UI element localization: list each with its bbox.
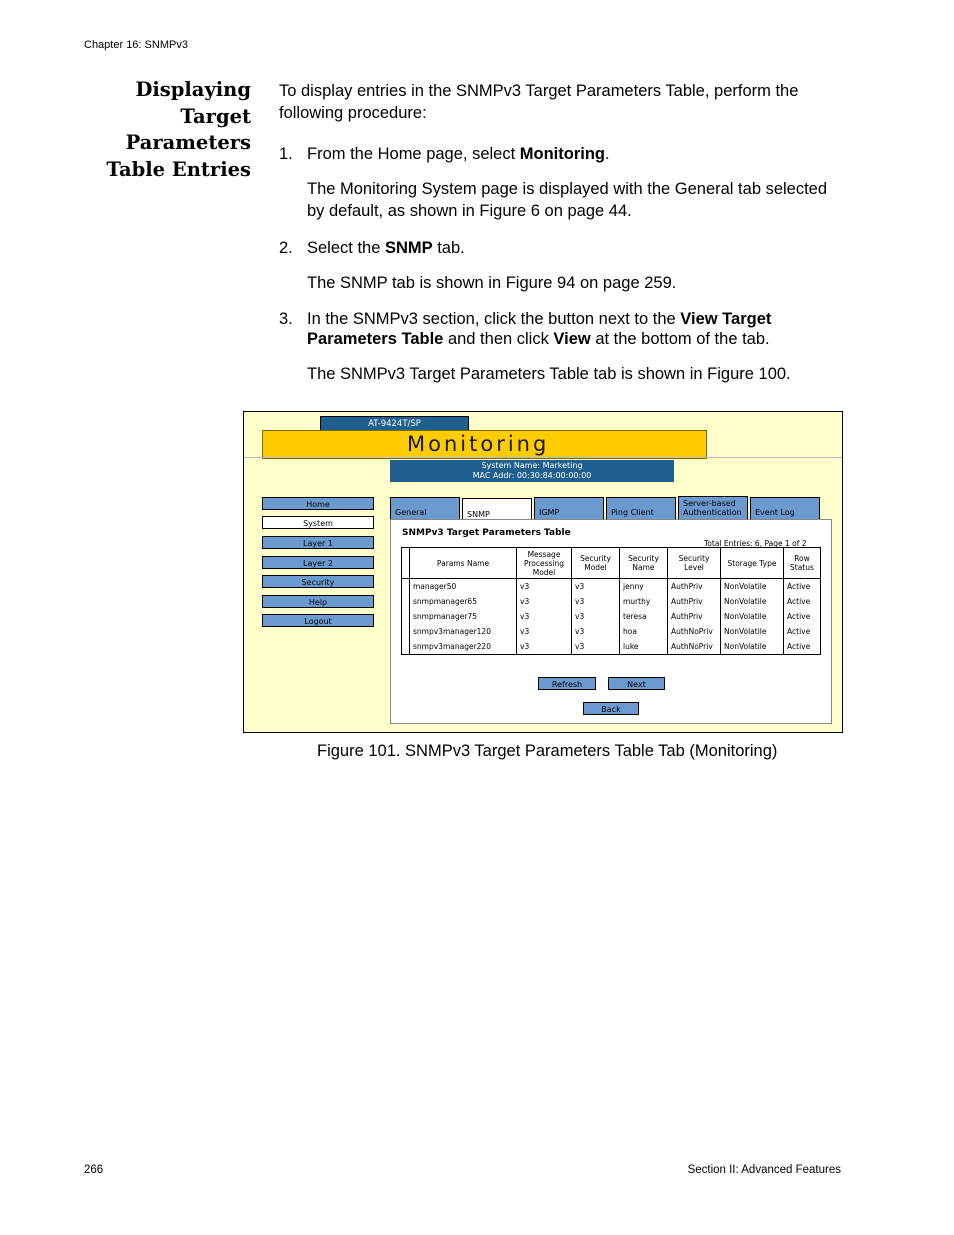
system-info-box (390, 460, 674, 482)
row-gutter (402, 639, 410, 655)
mac-address: MAC Addr: 00:30:84:00:00:00 (472, 470, 592, 480)
refresh-button[interactable]: Refresh (538, 677, 596, 690)
nav-home-button[interactable]: Home (262, 497, 374, 510)
table-cell: v3 (572, 594, 620, 609)
table-cell: NonVolatile (721, 594, 784, 609)
table-cell: v3 (572, 639, 620, 655)
divider (244, 457, 842, 458)
nav-layer1-button[interactable]: Layer 1 (262, 536, 374, 549)
tab-snmp[interactable]: SNMP (462, 498, 532, 521)
step-bold: Monitoring (519, 145, 605, 163)
system-name: System Name: Marketing (481, 461, 583, 470)
step-2-note: The SNMP tab is shown in Figure 94 on page 259. (307, 274, 677, 292)
step-text: Select the (307, 239, 385, 257)
step-number: 3. (279, 310, 293, 328)
table-cell: manager50 (410, 579, 517, 595)
table-cell: Active (784, 639, 821, 655)
nav-system-button[interactable]: System (262, 516, 374, 529)
table-row (402, 624, 821, 639)
table-cell: snmpv3manager220 (410, 639, 517, 655)
table-cell: NonVolatile (721, 624, 784, 639)
table-cell: NonVolatile (721, 609, 784, 624)
row-gutter (402, 624, 410, 639)
target-params-table (401, 547, 821, 655)
nav-logout-button[interactable]: Logout (262, 614, 374, 627)
step-1 (279, 143, 849, 165)
table-cell: AuthPriv (668, 594, 721, 609)
table-row (402, 594, 821, 609)
table-cell: v3 (572, 579, 620, 595)
tab-event-log[interactable]: Event Log (750, 497, 820, 519)
monitoring-title-bar (262, 430, 707, 459)
table-cell: v3 (517, 609, 572, 624)
table-cell: v3 (517, 594, 572, 609)
heading-line: Target (180, 104, 251, 128)
row-gutter (402, 609, 410, 624)
table-header-row (402, 548, 821, 579)
table-cell: v3 (572, 624, 620, 639)
column-header: Storage Type (721, 548, 784, 579)
heading-line: Table Entries (106, 157, 251, 181)
step-text: and then click (443, 330, 554, 348)
column-header: Params Name (410, 548, 517, 579)
table-cell: AuthPriv (668, 579, 721, 595)
table-cell: v3 (517, 579, 572, 595)
row-gutter (402, 594, 410, 609)
step-text: tab. (432, 239, 465, 257)
table-cell: snmpv3manager120 (410, 624, 517, 639)
next-button[interactable]: Next (608, 677, 665, 690)
table-row (402, 639, 821, 655)
model-label: AT-9424T/SP (320, 416, 469, 432)
step-1-note: The Monitoring System page is displayed with the General tab selected by default, as shown in Figure 6 on page 44. (307, 180, 828, 220)
column-header: Security Name (620, 548, 668, 579)
section-footer: Section II: Advanced Features (687, 1164, 841, 1176)
column-header: Security Level (668, 548, 721, 579)
table-cell: NonVolatile (721, 639, 784, 655)
nav-help-button[interactable]: Help (262, 595, 374, 608)
step-text: In the SNMPv3 section, click the button next to the (307, 310, 681, 328)
step-bold: SNMP (384, 239, 433, 257)
tab-ping-client[interactable]: Ping Client (606, 497, 676, 519)
table-row (402, 609, 821, 624)
table-cell: AuthNoPriv (668, 624, 721, 639)
gutter-header (402, 548, 410, 579)
table-cell: AuthNoPriv (668, 639, 721, 655)
tab-server-based-authentication[interactable]: Server-based Authentication (678, 496, 748, 519)
heading-line: Displaying (135, 78, 251, 101)
row-gutter (402, 579, 410, 595)
nav-layer2-button[interactable]: Layer 2 (262, 556, 374, 569)
table-cell: teresa (620, 609, 668, 624)
step-text: . (605, 145, 610, 163)
table-cell: Active (784, 609, 821, 624)
column-header: Row Status (784, 548, 821, 579)
step-text: at the bottom of the tab. (590, 330, 770, 348)
tab-general[interactable]: General (390, 497, 460, 519)
back-button[interactable]: Back (583, 702, 639, 715)
page-number: 266 (84, 1164, 104, 1176)
panel-title: SNMPv3 Target Parameters Table (402, 528, 571, 538)
chapter-header: Chapter 16: SNMPv3 (84, 39, 188, 51)
figure-caption: Figure 101. SNMPv3 Target Parameters Table Tab (Monitoring) (317, 742, 778, 760)
intro-paragraph: To display entries in the SNMPv3 Target Parameters Table, perform the following procedure: (279, 82, 799, 122)
table-cell: Active (784, 594, 821, 609)
body-text (279, 80, 849, 385)
table-row (402, 579, 821, 595)
table-cell: NonVolatile (721, 579, 784, 595)
total-entries: Total Entries: 6, Page 1 of 2 (704, 539, 807, 548)
step-text: From the Home page, select (307, 145, 520, 163)
column-header: Security Model (572, 548, 620, 579)
heading-line: Parameters (125, 131, 251, 154)
step-number: 2. (279, 239, 293, 257)
monitoring-screenshot (243, 411, 843, 733)
section-heading (100, 77, 251, 183)
step-bold: View (553, 330, 591, 348)
table-cell: snmpmanager75 (410, 609, 517, 624)
step-bold: View Target Parameters Table (307, 310, 772, 348)
table-cell: Active (784, 624, 821, 639)
table-cell: Active (784, 579, 821, 595)
table-cell: luke (620, 639, 668, 655)
table-cell: v3 (517, 624, 572, 639)
table-cell: AuthPriv (668, 609, 721, 624)
nav-security-button[interactable]: Security (262, 575, 374, 588)
table-cell: jenny (620, 579, 668, 595)
step-3-note: The SNMPv3 Target Parameters Table tab is shown in Figure 100. (307, 365, 791, 383)
table-cell: murthy (620, 594, 668, 609)
table-cell: v3 (572, 609, 620, 624)
tab-igmp[interactable]: IGMP (534, 497, 604, 519)
column-header: Message Processing Model (517, 548, 572, 579)
table-cell: hoa (620, 624, 668, 639)
step-3 (279, 309, 849, 349)
table-cell: v3 (517, 639, 572, 655)
step-number: 1. (279, 145, 293, 163)
table-cell: snmpmanager65 (410, 594, 517, 609)
step-2 (279, 237, 849, 259)
monitoring-title: Monitoring (407, 432, 550, 456)
